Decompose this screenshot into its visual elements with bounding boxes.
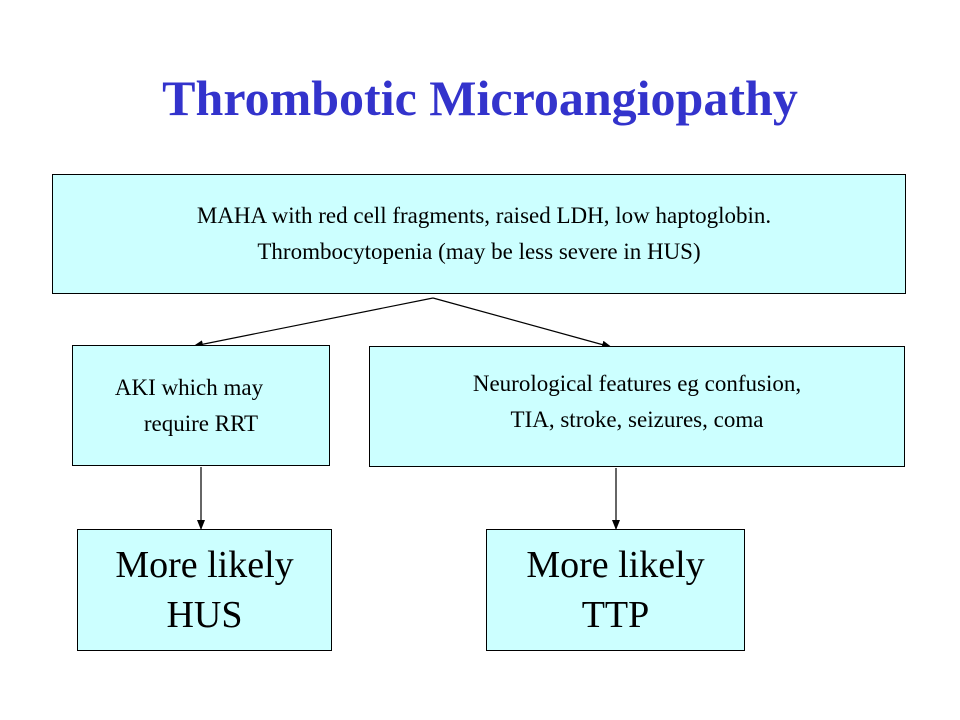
ttp-line-2: TTP: [581, 594, 650, 636]
neurological-box: [369, 346, 905, 467]
hus-line-2: HUS: [166, 594, 243, 636]
criteria-line-2: Thrombocytopenia (may be less severe in HUS): [257, 239, 701, 264]
criteria-box: [52, 174, 906, 294]
arrow-top-to-aki: [194, 298, 433, 346]
ttp-line-1: More likely: [526, 544, 705, 586]
aki-line-1: AKI which may: [114, 375, 264, 400]
ttp-box: [486, 529, 745, 651]
aki-box: [72, 345, 330, 466]
hus-line-1: More likely: [115, 544, 294, 586]
page-title: Thrombotic Microangiopathy: [162, 70, 798, 126]
hus-box: [77, 529, 332, 651]
neurological-line-2: TIA, stroke, seizures, coma: [510, 406, 764, 432]
arrow-top-to-neuro: [433, 298, 611, 347]
aki-line-2: require RRT: [143, 411, 259, 436]
criteria-line-1: MAHA with red cell fragments, raised LDH, low haptoglobin.: [196, 203, 772, 228]
neurological-line-1: Neurological features eg confusion,: [472, 370, 802, 396]
